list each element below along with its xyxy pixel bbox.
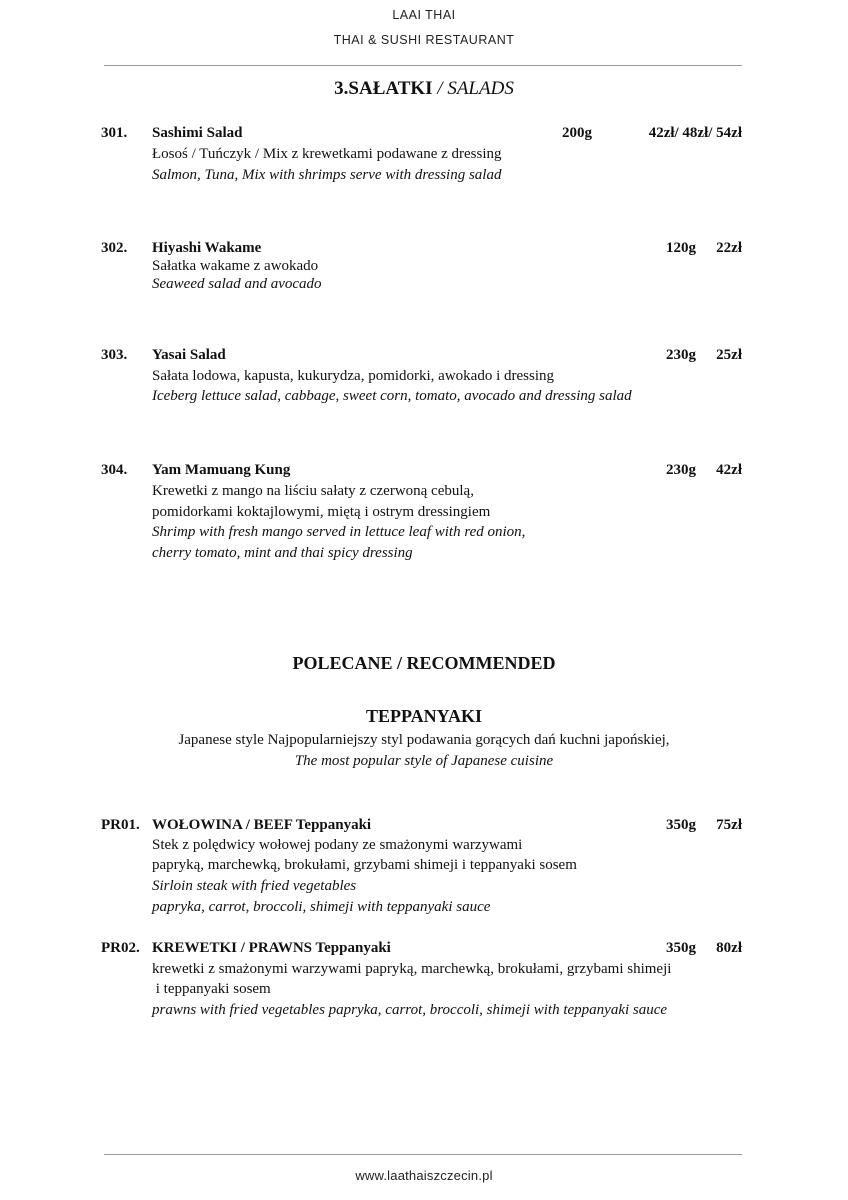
website-link[interactable]: www.laathaiszczecin.pl <box>355 1168 493 1183</box>
item-weight: 350g <box>666 817 696 833</box>
item-description-en: Salmon, Tuna, Mix with shrimps serve with dressing salad <box>152 167 502 183</box>
item-number: 302. <box>101 240 128 256</box>
item-description-en: Seaweed salad and avocado <box>152 276 322 292</box>
section-subtitle-teppanyaki: TEPPANYAKI <box>365 706 482 726</box>
item-price: 75zł <box>716 817 742 833</box>
item-description-pl: krewetki z smażonymi warzywami papryką, marchewką, brokułami, grzybami shimeji <box>152 961 672 977</box>
item-description-pl: papryką, marchewką, brokułami, grzybami shimeji i teppanyaki sosem <box>152 857 577 873</box>
item-price: 25zł <box>716 347 742 363</box>
item-description-pl: Krewetki z mango na liściu sałaty z czerwoną cebulą, <box>152 483 474 499</box>
item-description-en: Sirloin steak with fried vegetables <box>152 878 357 894</box>
brand-tagline: THAI & SUSHI RESTAURANT <box>333 33 515 47</box>
item-number: PR02. <box>101 940 140 956</box>
item-price: 42zł/ 48zł/ 54zł <box>648 125 742 141</box>
item-description-en: prawns with fried vegetables papryka, carrot, broccoli, shimeji with teppanyaki sauce <box>152 1002 668 1018</box>
section-title-en: / SALADS <box>437 78 514 99</box>
section-intro-pl: Japanese style Najpopularniejszy styl podawania gorących dań kuchni japońskiej, <box>178 732 670 748</box>
item-description-pl: Łosoś / Tuńczyk / Mix z krewetkami podawane z dressing <box>152 146 502 162</box>
item-name: WOŁOWINA / BEEF Teppanyaki <box>152 817 372 833</box>
header-divider <box>104 65 742 66</box>
item-price: 42zł <box>716 462 742 478</box>
item-number: 304. <box>101 462 128 478</box>
item-price: 22zł <box>716 240 742 256</box>
item-description-pl: pomidorkami koktajlowymi, miętą i ostrym dressingiem <box>152 504 491 520</box>
brand-name: LAAI THAI <box>392 8 456 22</box>
item-description-pl: i teppanyaki sosem <box>152 981 271 997</box>
item-description-en: cherry tomato, mint and thai spicy dressing <box>152 545 413 561</box>
footer-divider <box>104 1154 742 1155</box>
item-weight: 230g <box>666 462 696 478</box>
item-weight: 230g <box>666 347 696 363</box>
item-name: Yasai Salad <box>152 347 226 363</box>
section-title-salads <box>0 78 848 100</box>
item-weight: 200g <box>562 125 592 141</box>
item-description-en: papryka, carrot, broccoli, shimeji with teppanyaki sauce <box>152 899 491 915</box>
section-intro-en: The most popular style of Japanese cuisine <box>294 753 554 769</box>
item-name: KREWETKI / PRAWNS Teppanyaki <box>152 940 391 956</box>
section-title-pl: 3.SAŁATKI <box>334 78 433 99</box>
item-number: PR01. <box>101 817 140 833</box>
item-number: 303. <box>101 347 128 363</box>
item-description-en: Shrimp with fresh mango served in lettuce leaf with red onion, <box>152 524 526 540</box>
item-name: Yam Mamuang Kung <box>152 462 291 478</box>
item-weight: 120g <box>666 240 696 256</box>
item-price: 80zł <box>716 940 742 956</box>
item-description-en: Iceberg lettuce salad, cabbage, sweet corn, tomato, avocado and dressing salad <box>152 388 632 404</box>
item-description-pl: Sałata lodowa, kapusta, kukurydza, pomidorki, awokado i dressing <box>152 368 554 384</box>
item-name: Sashimi Salad <box>152 125 243 141</box>
section-title-recommended: POLECANE / RECOMMENDED <box>292 653 556 673</box>
item-weight: 350g <box>666 940 696 956</box>
item-description-pl: Sałatka wakame z awokado <box>152 258 319 274</box>
item-number: 301. <box>101 125 128 141</box>
item-description-pl: Stek z polędwicy wołowej podany ze smażonymi warzywami <box>152 837 523 853</box>
item-name: Hiyashi Wakame <box>152 240 262 256</box>
